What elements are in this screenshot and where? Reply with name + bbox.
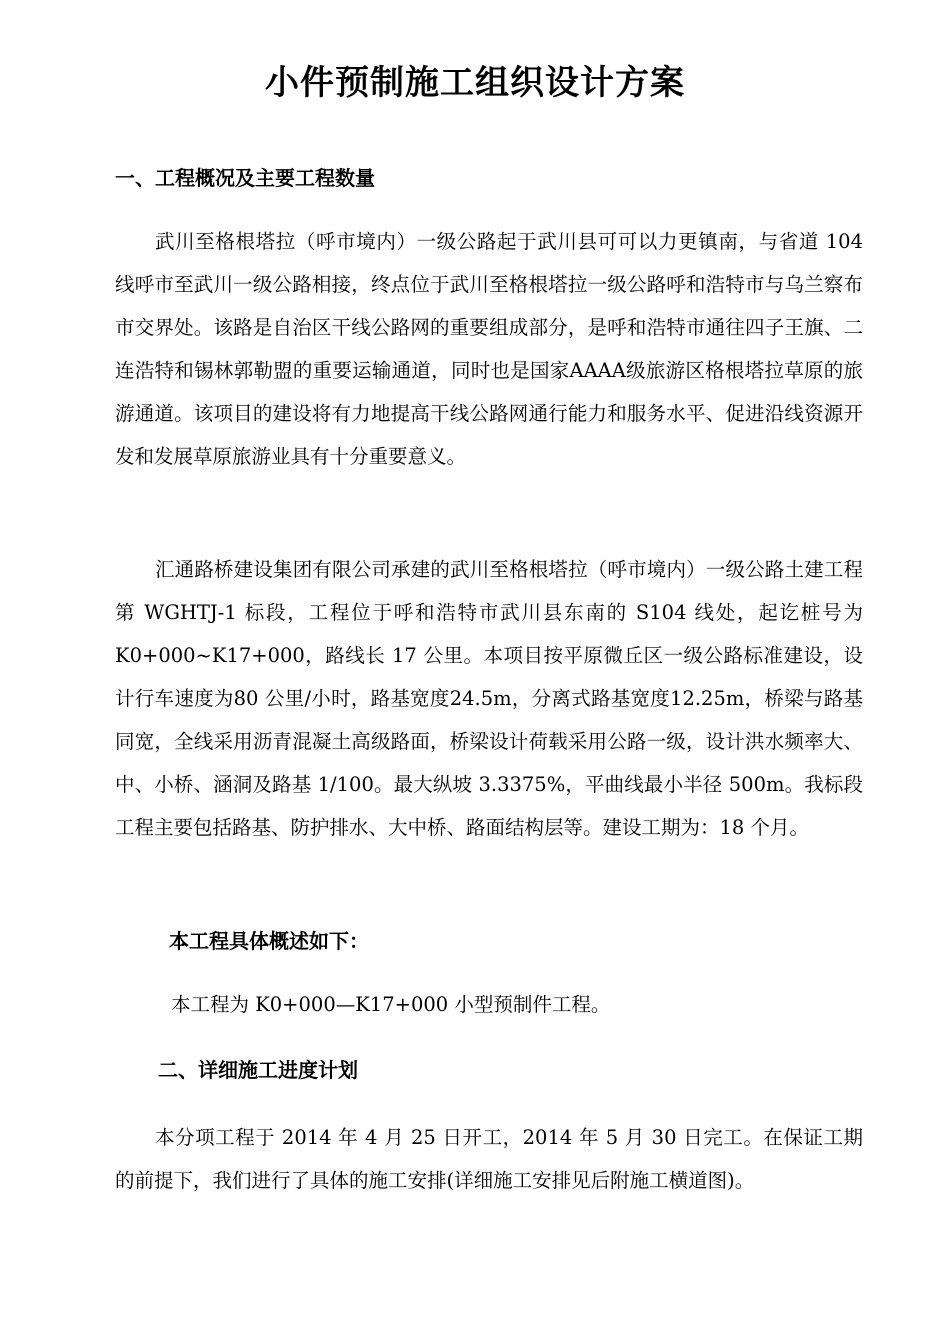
section1-paragraph-1: 武川至格根塔拉（呼市境内）一级公路起于武川县可可以力更镇南，与省道 104 线呼市至武川一级公路相接，终点位于武川至格根塔拉一级公路呼和浩特市与乌兰察布市交界处。该路是自治区干线公路网的重要组成部分，是呼和浩特市通往四子王旗、二连浩特和锡林郭勒盟的重要运输通道，同时也是国家AAAA级旅游区格根塔拉草原的旅游通道。该项目的建设将有力地提高干线公路网通行能力和服务水平、促进沿线资源开发和发展草原旅游业具有十分重要意义。 [115, 230, 863, 468]
section2-heading: 二、详细施工进度计划 [158, 1058, 358, 1082]
document-title: 小件预制施工组织设计方案 [265, 63, 685, 103]
section1-paragraph-2: 汇通路桥建设集团有限公司承建的武川至格根塔拉（呼市境内）一级公路土建工程第 WGHTJ-1 标段，工程位于呼和浩特市武川县东南的 S104 线处，起讫桩号为 K0+000~K17+000，路线长 17 公里。本项目按平原微丘区一级公路标准建设，设计行车速度为80 公里/小时，路基宽度24.5m，分离式路基宽度12.25m，桥梁与路基同宽，全线采用沥青混凝土高级路面，桥梁设计荷载采用公路一级，设计洪水频率大、中、小桥、涵洞及路基 1/100。最大纵坡 3.3375%，平曲线最小半径 500m。我标段工程主要包括路基、防护排水、大中桥、路面结构层等。建设工期为：18 个月。 [115, 558, 863, 839]
section2-paragraph: 本分项工程于 2014 年 4 月 25 日开工，2014 年 5 月 30 日完工。在保证工期的前提下，我们进行了具体的施工安排(详细施工安排见后附施工横道图)。 [115, 1126, 863, 1192]
section1-heading: 一、工程概况及主要工程数量 [115, 166, 375, 190]
section1-subheading: 本工程具体概述如下： [169, 929, 369, 953]
section1-summary: 本工程为 K0+000—K17+000 小型预制件工程。 [171, 993, 611, 1016]
